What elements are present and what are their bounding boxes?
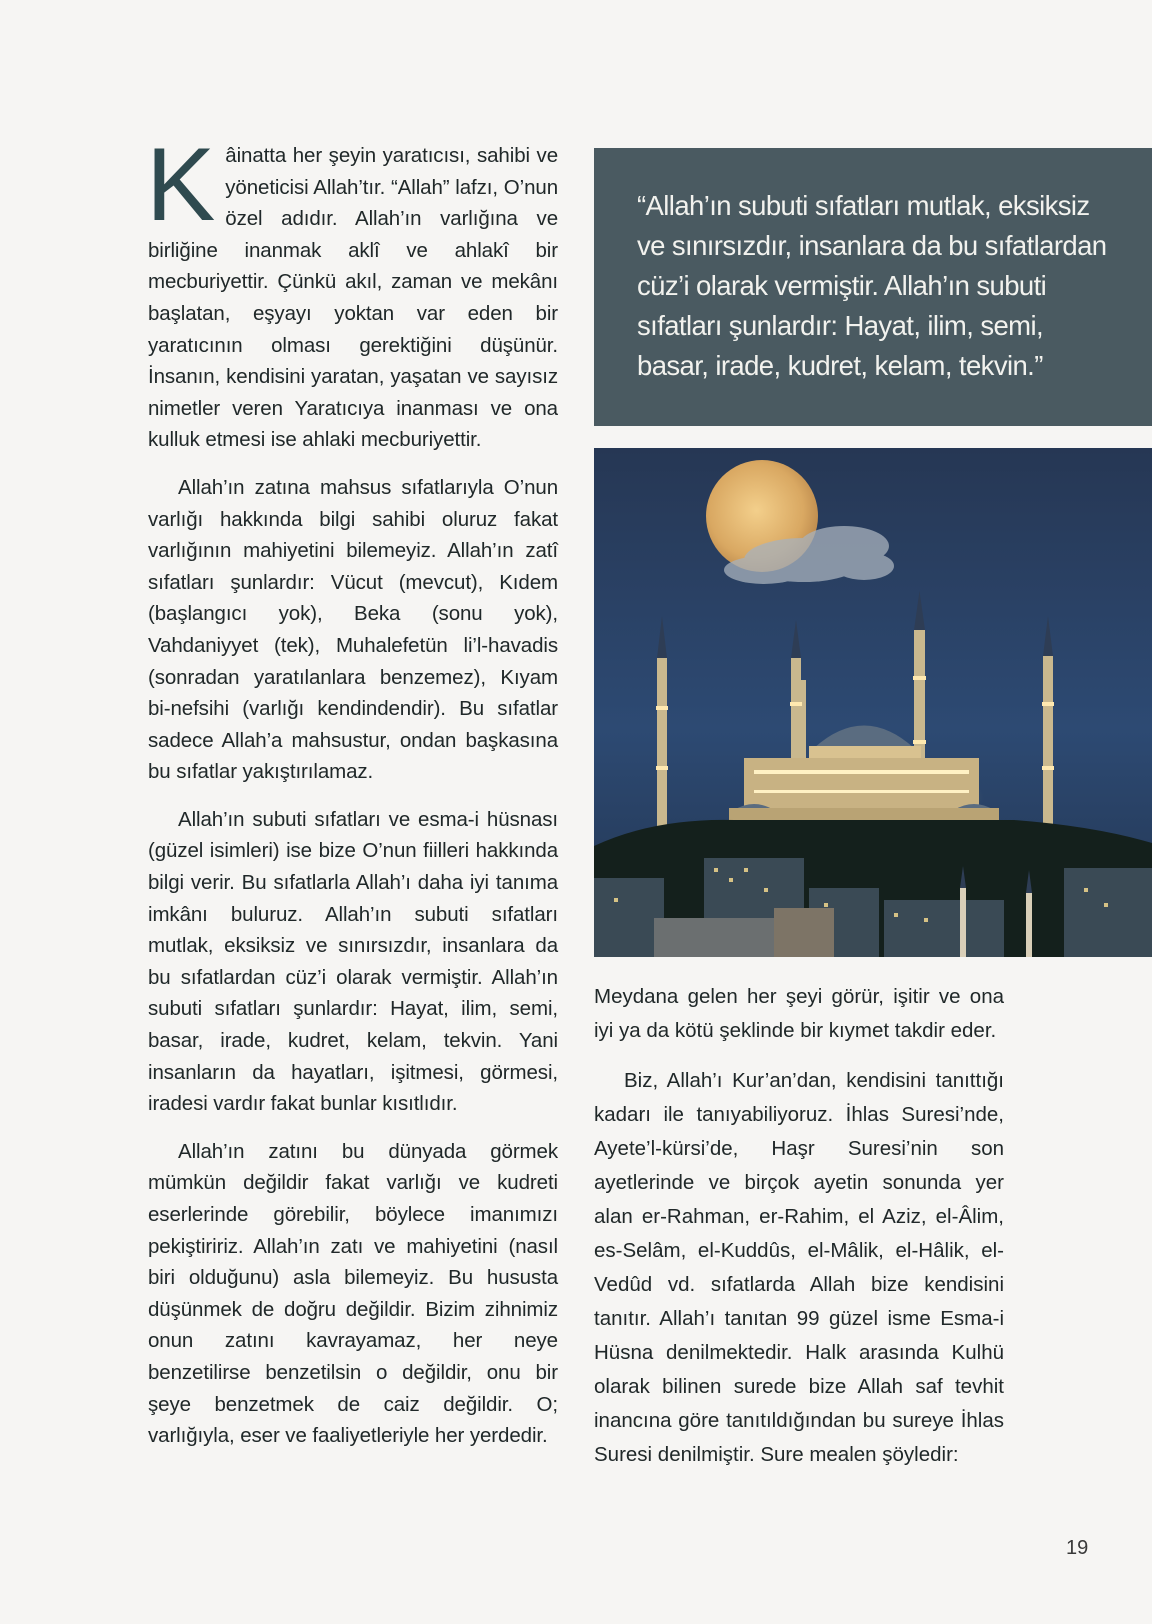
pull-quote-text: “Allah’ın subuti sıfatları mutlak, eksiksiz ve sınırsızdır, insanlara da bu sıfatlardan cüz’i olarak vermiştir. Allah’ın subuti sıfatları şunlardır: Hayat, ilim, semi, basar, irade, kudret, kelam, tekvin.” — [637, 190, 1107, 381]
paragraph-5: Meydana gelen her şeyi görür, işitir ve ona iyi ya da kötü şeklinde bir kıymet takdir eder. — [594, 985, 1004, 1042]
right-text-column — [594, 980, 1004, 1472]
paragraph-4: Allah’ın zatını bu dünyada görmek mümkün değildir fakat varlığı ve kudreti eserlerinde görebilir, böylece imanımızı pekiştiririz. Allah’ın zatı ve mahiyetini (nasıl biri olduğunu) asla bilemeyiz. Bu hususta düşünmek de doğru değildir. Bizim zihnimiz onun zatını kavrayamaz, her neye benzetilirse benzetilsin o değildir, onu bir şeye benzetmek de caiz değildir. O; varlığıyla, eser ve faaliyetleriyle her yerdedir. — [148, 1139, 558, 1448]
paragraph-1-text: âinatta her şeyin yaratıcısı, sahibi ve yöneticisi Allah’tır. “Allah” lafzı, O’nun özel adıdır. Allah’ın varlığına ve birliğine inanmak aklî ve ahlakî bir mecburiyettir. Çünkü akıl, zaman ve mekânı başlatan, eşyayı yoktan var eden bir yaratıcının olması gerektiğini düşünür. İnsanın, kendisini yaratan, yaşatan ve sayısız nimetler veren Yaratıcıya inanması ve ona kulluk etmesi ise ahlaki mecburiyettir. — [148, 144, 558, 452]
paragraph-3: Allah’ın subuti sıfatları ve esma-i hüsnası (güzel isimleri) ise bize O’nun fiilleri hakkında bilgi verir. Bu sıfatlarla Allah’ı daha iyi tanıma imkânı buluruz. Allah’ın subuti sıfatları mutlak, eksiksiz ve sınırsızdır, insanlara da bu sıfatlardan cüz’i olarak vermiştir. Allah’ın subuti sıfatları şunlardır: Hayat, ilim, semi, basar, irade, kudret, kelam, tekvin. Yani insanların da hayatları, işitmesi, görmesi, iradesi vardır fakat bunlar kısıtlıdır. — [148, 807, 558, 1116]
paragraph-6: Biz, Allah’ı Kur’an’dan, kendisini tanıttığı kadarı ile tanıyabiliyoruz. İhlas Suresi’nde, Ayete’l-kürsi’de, Haşr Suresi’nin son ayetlerinde ve birçok ayetin sonunda yer alan er-Rahman, er-Rahim, el Aziz, el-Âlim, es-Selâm, el-Kuddûs, el-Mâlik, el-Hâlik, el-Vedûd vd. sıfatlarda Allah bize kendisini tanıtır. Allah’ı tanıtan 99 güzel isme Esma-i Hüsna denilmektedir. Halk arasında Kulhü olarak bilinen surede bize Allah saf tevhit inancına göre tanıtıldığından bu sureye İhlas Suresi denilmiştir. Sure mealen şöyledir: — [594, 1069, 1004, 1466]
pull-quote-box — [594, 148, 1152, 426]
drop-cap: K — [146, 127, 216, 243]
paragraph-2: Allah’ın zatına mahsus sıfatlarıyla O’nun varlığı hakkında bilgi sahibi oluruz fakat varlığının mahiyetini bilemeyiz. Allah’ın zatî sıfatları şunlardır: Vücut (mevcut), Kıdem (başlangıcı yok), Beka (sonu yok), Vahdaniyyet (tek), Muhalefetün li’l-havadis (sonradan yaratılanlara benzemez), Kıyam bi-nefsihi (varlığı kendindendir). Bu sıfatlar sadece Allah’a mahsustur, ondan başkasına bu sıfatlar yakıştırılamaz. — [148, 475, 558, 784]
mosque-illustration — [594, 448, 1152, 957]
mosque-night-photo — [594, 448, 1152, 957]
page-number: 19 — [1066, 1537, 1089, 1559]
left-text-column — [146, 127, 558, 1452]
paragraph-1 — [146, 127, 558, 456]
